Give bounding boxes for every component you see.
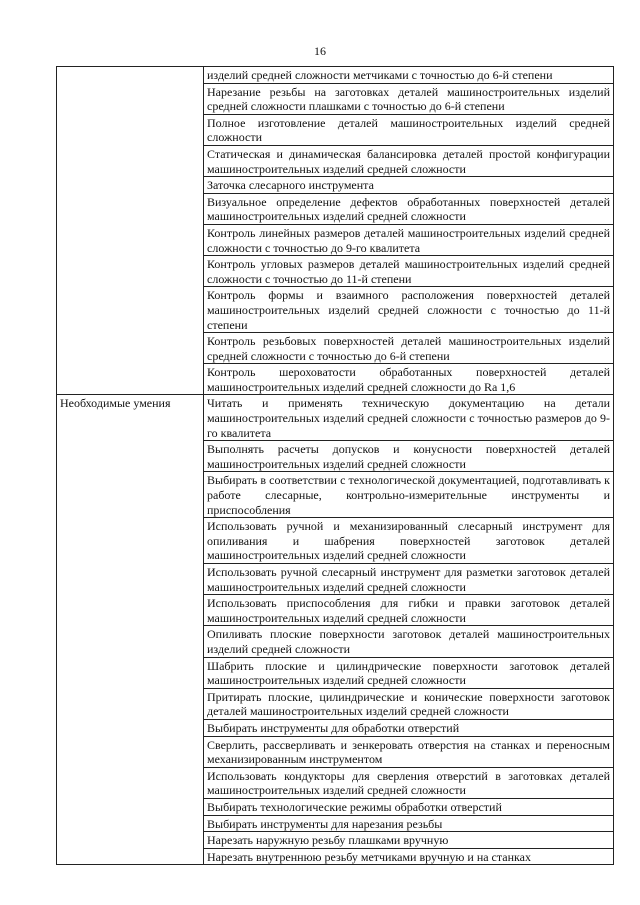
section-label-cell: Необходимые умения: [57, 395, 204, 865]
row-text-cell: Контроль резьбовых поверхностей деталей машиностроительных изделий средней сложности с точностью до 6-й степени: [204, 333, 614, 364]
row-text-cell: Использовать ручной и механизированный слесарный инструмент для опиливания и шабрения поверхностей заготовок деталей машиностроительных изделий средней сложности: [204, 518, 614, 564]
row-text-cell: Сверлить, рассверливать и зенкеровать отверстия на станках и переносным механизированным инструментом: [204, 736, 614, 767]
page-number: 16: [314, 44, 326, 58]
row-text-cell: Контроль шероховатости обработанных поверхностей деталей машиностроительных изделий средней сложности до Ra 1,6: [204, 364, 614, 395]
row-text-cell: Использовать ручной слесарный инструмент для разметки заготовок деталей машиностроительных изделий средней сложности: [204, 564, 614, 595]
row-text-cell: Выбирать в соответствии с технологической документацией, подготавливать к работе слесарные, контрольно-измерительные инструменты и приспособления: [204, 472, 614, 518]
row-text-cell: Выполнять расчеты допусков и конусности поверхностей деталей машиностроительных изделий средней сложности: [204, 441, 614, 472]
row-text-cell: Визуальное определение дефектов обработанных поверхностей деталей машиностроительных изделий средней сложности: [204, 193, 614, 224]
row-text-cell: Статическая и динамическая балансировка деталей простой конфигурации машиностроительных изделий средней сложности: [204, 145, 614, 176]
row-text-cell: Заточка слесарного инструмента: [204, 177, 614, 194]
row-text-cell: Использовать приспособления для гибки и правки заготовок деталей машиностроительных изделий средней сложности: [204, 595, 614, 626]
row-text-cell: Нарезать внутреннюю резьбу метчиками вручную и на станках: [204, 848, 614, 865]
row-text-cell: Контроль угловых размеров деталей машиностроительных изделий средней сложности с точностью до 11-й степени: [204, 256, 614, 287]
row-text-cell: Контроль формы и взаимного расположения поверхностей деталей машиностроительных изделий средней сложности с точностью до 11-й степени: [204, 287, 614, 333]
row-text-cell: Читать и применять техническую документацию на детали машиностроительных изделий средней сложности с точностью размеров до 9-го квалитета: [204, 395, 614, 441]
table-row: [57, 395, 614, 441]
row-text-cell: Выбирать технологические режимы обработки отверстий: [204, 798, 614, 815]
row-text-cell: Шабрить плоские и цилиндрические поверхности заготовок деталей машиностроительных изделий средней сложности: [204, 657, 614, 688]
row-text-cell: Притирать плоские, цилиндрические и конические поверхности заготовок деталей машиностроительных изделий средней сложности: [204, 688, 614, 719]
row-text-cell: изделий средней сложности метчиками с точностью до 6-й степени: [204, 67, 614, 84]
row-text-cell: Контроль линейных размеров деталей машиностроительных изделий средней сложности с точностью до 9-го квалитета: [204, 224, 614, 255]
row-text-cell: Выбирать инструменты для нарезания резьбы: [204, 815, 614, 832]
row-text-cell: Нарезать наружную резьбу плашками вручную: [204, 832, 614, 849]
row-text-cell: Полное изготовление деталей машиностроительных изделий средней сложности: [204, 114, 614, 145]
requirements-table: [56, 66, 614, 865]
row-text-cell: Опиливать плоские поверхности заготовок деталей машиностроительных изделий средней сложности: [204, 626, 614, 657]
table-row: [57, 67, 614, 84]
section-label-cell: [57, 67, 204, 395]
row-text-cell: Использовать кондукторы для сверления отверстий в заготовках деталей машиностроительных изделий средней сложности: [204, 767, 614, 798]
table-body: [57, 67, 614, 865]
row-text-cell: Выбирать инструменты для обработки отверстий: [204, 719, 614, 736]
row-text-cell: Нарезание резьбы на заготовках деталей машиностроительных изделий средней сложности плашками с точностью до 6-й степени: [204, 83, 614, 114]
